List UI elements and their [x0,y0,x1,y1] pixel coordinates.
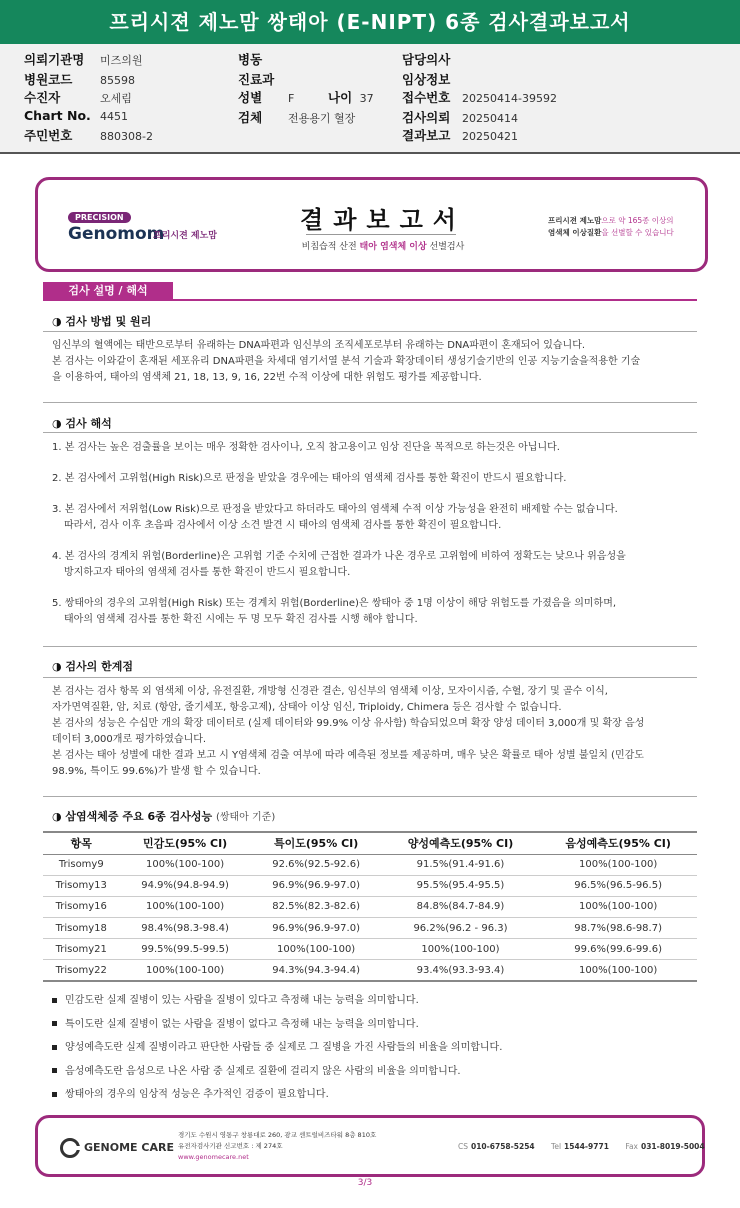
info-label: 병원코드 [24,72,73,87]
table-cell: 96.9%(96.9-97.0) [251,875,382,896]
method-heading: ◑ 검사 방법 및 원리 [52,315,152,328]
info-label: 접수번호 [402,90,451,105]
column-header: 양성예측도(95% CI) [382,832,540,854]
info-value: 20250414-39592 [462,92,557,105]
limits-text [52,684,697,780]
info-item [238,70,288,88]
side-note: 프리시젼 제노맘으로 약 165종 이상의 염색체 이상질환을 선별할 수 있습니다 [548,216,674,237]
info-label: 진료과 [238,72,275,87]
column-header: 음성예측도(95% CI) [539,832,697,854]
limits-heading: ◑ 검사의 한계점 [52,660,134,673]
info-label: 의뢰기관명 [24,52,85,67]
info-value: 4451 [100,110,128,123]
footer-address: 경기도 수원시 영통구 창룡대로 260, 광교 센트럴비즈타워 8층 810호 유전자검사기관 신고번호 : 제 274호 www.genomecare.net [178,1131,377,1161]
info-label: 나이 [328,90,353,105]
interpretation-line: 1. 본 검사는 높은 검출률을 보이는 매우 정확한 검사이나, 오직 참고용이고 임상 진단을 목적으로 하는것은 아닙니다. [52,442,560,453]
table-cell: 92.6%(92.5-92.6) [251,854,382,875]
info-label: 검사의뢰 [402,110,451,125]
page-number: 3/3 [357,1178,373,1188]
info-item [24,108,128,123]
divider [43,331,697,332]
table-row [43,960,697,981]
table-cell: 96.5%(96.5-96.5) [539,875,697,896]
table-cell: 91.5%(91.4-91.6) [382,854,540,875]
divider [43,299,697,301]
table-row [43,918,697,939]
info-item [238,50,288,68]
info-item [238,108,355,126]
table-cell: 100%(100-100) [382,939,540,960]
notes-list [52,994,697,1112]
method-text [52,338,697,386]
info-item [24,50,143,68]
info-label: 임상정보 [402,72,451,87]
note-text: 쌍태아의 경우의 임상적 성능은 추가적인 검증이 필요합니다. [65,1089,329,1100]
note-text: 양성예측도란 실제 질병이라고 판단한 사람들 중 실제로 그 질병을 가진 사람들의 비율을 의미합니다. [65,1042,503,1053]
info-label: 수진자 [24,90,61,105]
note-item [52,1065,697,1089]
table-cell: 96.2%(96.2 - 96.3) [382,918,540,939]
genome-care-icon [60,1138,80,1158]
precision-badge: PRECISION [68,212,131,223]
info-label: 병동 [238,52,263,67]
limits-line: 본 검사의 성능은 수십만 개의 확장 데이터로 (실제 데이터와 99.9% 이상 유사함) 학습되었으며 확장 양성 데이터 3,000개 및 확장 음성 [52,718,645,729]
divider [306,234,456,235]
genome-care-logo: GENOME CARE [60,1138,174,1158]
table-cell: 93.4%(93.3-93.4) [382,960,540,981]
table-cell: Trisomy16 [43,896,120,917]
table-cell: 100%(100-100) [539,960,697,981]
interpretation-line: 태아의 염색체 검사를 통한 확진 시에는 두 명 모두 확진 검사를 시행 해야 합니다. [64,613,418,625]
table-cell: 100%(100-100) [120,960,251,981]
method-line: 임신부의 혈액에는 태반으로부터 유래하는 DNA파편과 임신부의 조직세포로부터 유래하는 DNA파편이 혼재되어 있습니다. [52,340,586,351]
table-row [43,939,697,960]
report-header-card [35,177,708,272]
note-item [52,994,697,1018]
info-item [402,108,518,126]
interpretation-heading: ◑ 검사 해석 [52,417,112,430]
divider [43,796,697,797]
bullet-icon [52,998,57,1003]
table-cell: 99.6%(99.6-99.6) [539,939,697,960]
table-cell: 95.5%(95.4-95.5) [382,875,540,896]
performance-table [43,831,697,982]
info-item [24,88,132,106]
info-label: 결과보고 [402,128,451,143]
table-cell: 100%(100-100) [539,854,697,875]
table-cell: 94.9%(94.8-94.9) [120,875,251,896]
info-item [238,88,294,106]
bullet-icon [52,1092,57,1097]
section-tab: 검사 설명 / 해석 [43,282,173,300]
limits-line: 데이터 3,000개로 평가하였습니다. [52,734,207,745]
info-label: 주민번호 [24,128,73,143]
interpretation-item [52,471,697,487]
table-cell: 99.5%(99.5-99.5) [120,939,251,960]
table-cell: 94.3%(94.3-94.4) [251,960,382,981]
limits-line: 98.9%, 특이도 99.6%)가 발생 할 수 있습니다. [52,766,261,777]
column-header: 민감도(95% CI) [120,832,251,854]
interpretation-item [52,440,697,456]
bullet-icon [52,1045,57,1050]
info-value: F [288,92,295,105]
interpretation-line: 방지하고자 태아의 염색체 검사를 통한 확진이 반드시 필요합니다. [64,566,351,578]
info-value: 880308-2 [100,130,153,143]
divider [43,646,697,647]
genomom-subtitle: 프리시젼 제노맘 [153,231,217,241]
method-line: 을 이용하여, 태아의 염색체 21, 18, 13, 9, 16, 22번 수적 이상에 대한 위험도 평가를 제공합니다. [52,372,482,383]
table-cell: Trisomy13 [43,875,120,896]
interpretation-item [52,549,697,580]
divider [43,402,697,403]
table-cell: 100%(100-100) [539,896,697,917]
info-label: 검체 [238,110,263,125]
note-item [52,1018,697,1042]
report-title-bar: 프리시젼 제노맘 쌍태아 (E-NIPT) 6종 검사결과보고서 [0,0,740,44]
genomom-logo: Genomom [68,224,165,244]
table-cell: 100%(100-100) [120,896,251,917]
table-cell: Trisomy18 [43,918,120,939]
report-heading: 결과보고서 [300,205,466,234]
interpretation-line: 5. 쌍태아의 경우의 고위험(High Risk) 또는 경계치 위험(Borderline)은 쌍태아 중 1명 이상이 해당 위험도를 가졌음을 의미하며, [52,598,617,609]
info-value: 20250414 [462,112,518,125]
info-item [402,88,557,106]
patient-info-panel [0,44,740,154]
note-item [52,1041,697,1065]
interpretation-line: 4. 본 검사의 경계치 위험(Borderline)은 고위험 기준 수치에 근접한 결과가 나온 경우로 고위험에 비하여 정확도는 낮으나 위음성을 [52,551,626,562]
table-cell: 84.8%(84.7-84.9) [382,896,540,917]
column-header: 항목 [43,832,120,854]
info-item [24,126,153,144]
limits-line: 본 검사는 태아 성별에 대한 결과 보고 시 Y염색체 검출 여부에 따라 예측된 정보를 제공하며, 매우 낮은 확률로 태아 성별 불일치 (민감도 [52,750,644,761]
info-value: 85598 [100,74,135,87]
info-item [402,50,462,68]
table-row [43,896,697,917]
info-label: 성별 [238,90,263,105]
interpretation-item [52,502,697,533]
note-text: 특이도란 실제 질병이 없는 사람을 질병이 없다고 측정해 내는 능력을 의미합니다. [65,1018,419,1030]
info-value: 20250421 [462,130,518,143]
table-row [43,875,697,896]
table-cell: 98.7%(98.6-98.7) [539,918,697,939]
interpretation-line: 3. 본 검사에서 저위험(Low Risk)으로 판정을 받았다고 하더라도 태아의 염색체 수적 이상 가능성을 완전히 배제할 수는 없습니다. [52,504,618,515]
note-item [52,1088,697,1112]
footer-card [35,1115,705,1177]
note-text: 민감도란 실제 질병이 있는 사람을 질병이 있다고 측정해 내는 능력을 의미합니다. [65,995,419,1006]
table-cell: Trisomy22 [43,960,120,981]
limits-line: 본 검사는 검사 항목 외 염색체 이상, 유전질환, 개방형 신경관 결손, 임신부의 염색체 이상, 모자이시즘, 수혈, 장기 및 골수 이식, [52,686,608,697]
info-item [402,70,462,88]
info-label: 담당의사 [402,52,451,67]
info-item [402,126,518,144]
table-cell: 100%(100-100) [120,854,251,875]
performance-heading: ◑ 삼염색체증 주요 6종 검사성능 (쌍태아 기준) [52,810,276,823]
method-line: 본 검사는 이와같이 혼재된 세포유리 DNA파편을 차세대 염기서열 분석 기술과 확장데이터 생성기술기반의 인공 지능기술을적용한 기술 [52,356,641,367]
report-subtitle: 비침습적 산전 태아 염색체 이상 선별검사 [301,242,465,252]
info-label: Chart No. [24,108,91,123]
note-text: 음성예측도란 음성으로 나온 사람 중 실제로 질환에 걸리지 않은 사람의 비율을 의미합니다. [65,1065,461,1077]
table-cell: 96.9%(96.9-97.0) [251,918,382,939]
info-age [328,88,374,106]
info-value: 37 [359,92,374,105]
limits-line: 자가면역질환, 암, 치료 (항암, 줄기세포, 항응고제), 삼태아 이상 임신, Triploidy, Chimera 등은 검사할 수 없습니다. [52,702,562,713]
divider [43,432,697,433]
table-cell: Trisomy9 [43,854,120,875]
column-header: 특이도(95% CI) [251,832,382,854]
info-value: 미즈의원 [100,54,143,67]
table-cell: 100%(100-100) [251,939,382,960]
bullet-icon [52,1021,57,1026]
table-row [43,854,697,875]
footer-contacts: CS 010-6758-5254 Tel 1544-9771 Fax 031-8019-5004 [458,1142,705,1151]
table-cell: Trisomy21 [43,939,120,960]
info-item [24,70,135,88]
footer-url[interactable]: www.genomecare.net [178,1153,249,1161]
table-cell: 82.5%(82.3-82.6) [251,896,382,917]
table-cell: 98.4%(98.3-98.4) [120,918,251,939]
interpretation-line: 2. 본 검사에서 고위험(High Risk)으로 판정을 받았을 경우에는 태아의 염색체 검사를 통한 확진이 반드시 필요합니다. [52,473,567,484]
info-value: 오세림 [100,92,132,105]
interpretation-item [52,596,697,627]
info-value: 전용용기 혈장 [288,112,356,125]
bullet-icon [52,1068,57,1073]
divider [43,677,697,678]
interpretation-line: 따라서, 검사 이후 초음파 검사에서 이상 소견 발견 시 태아의 염색체 검사를 통한 확진이 필요합니다. [64,519,502,531]
